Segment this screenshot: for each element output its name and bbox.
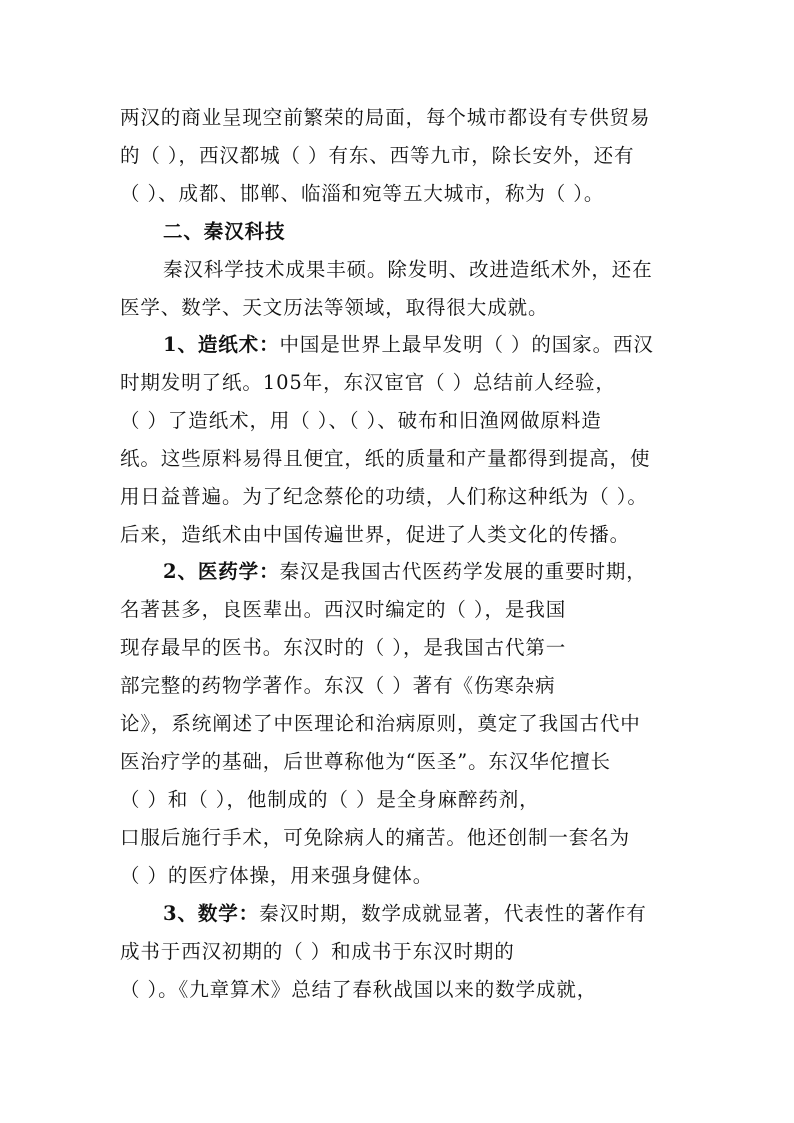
item-label: 3、数学： <box>163 902 260 925</box>
text-line: （ ）和（ ），他制成的（ ）是全身麻醉药剂， <box>120 788 540 811</box>
text-line: 秦汉科学技术成果丰硕。除发明、改进造纸术外，还在 <box>163 258 653 281</box>
text-line <box>163 558 680 586</box>
text-line: 医治疗学的基础，后世尊称他为“医圣”。东汉华佗擅长 <box>120 750 611 773</box>
text-line: 两汉的商业呈现空前繁荣的局面，每个城市都设有专供贸易 <box>120 106 651 129</box>
item-text: 中国是世界上最早发明（ ）的国家。西汉 <box>279 333 654 356</box>
text-line: 后来，造纸术由中国传遍世界，促进了人类文化的传播。 <box>120 523 631 546</box>
text-line: 成书于西汉初期的（ ）和成书于东汉时期的 <box>120 940 515 963</box>
text-line: 医学、数学、天文历法等领域，取得很大成就。 <box>120 296 549 319</box>
text-line: 现存最早的医书。东汉时的（ ），是我国古代第一 <box>120 636 567 659</box>
text-line: （ ）。《九章算术》总结了春秋战国以来的数学成就， <box>120 978 598 1001</box>
text-line: 用日益普遍。为了纪念蔡伦的功绩，人们称这种纸为（ ）。 <box>120 485 648 508</box>
text-line: 论》，系统阐述了中医理论和治病原则，奠定了我国古代中 <box>120 712 641 735</box>
item-label: 2、医药学： <box>163 560 280 583</box>
text-line: 口服后施行手术，可免除病人的痛苦。他还创制一套名为 <box>120 826 631 849</box>
item-label: 1、造纸术： <box>163 333 280 356</box>
text-line: 纸。这些原料易得且便宜，纸的质量和产量都得到提高，使 <box>120 447 651 470</box>
text-line: 部完整的药物学著作。东汉（ ）著有《伤寒杂病 <box>120 674 556 697</box>
text-line: 的（ ），西汉都城（ ）有东、西等九市，除长安外，还有 <box>120 144 635 167</box>
item-text: 秦汉时期，数学成就显著，代表性的著作有 <box>259 902 647 925</box>
text-line: （ ）了造纸术，用（ ）、（ ）、破布和旧渔网做原料造 <box>120 409 602 432</box>
section-heading: 二、秦汉科技 <box>163 220 286 243</box>
text-line: 时期发明了纸。105年，东汉宦官（ ）总结前人经验， <box>120 371 616 394</box>
text-line: （ ）、成都、邯郸、临淄和宛等五大城市，称为（ ）。 <box>120 182 605 205</box>
text-line: （ ）的医疗体操，用来强身健体。 <box>120 864 434 887</box>
text-line <box>163 900 680 928</box>
item-text: 秦汉是我国古代医药学发展的重要时期， <box>279 560 647 583</box>
text-line: 名著甚多，良医辈出。西汉时编定的（ ），是我国 <box>120 598 567 621</box>
text-line <box>163 331 680 359</box>
